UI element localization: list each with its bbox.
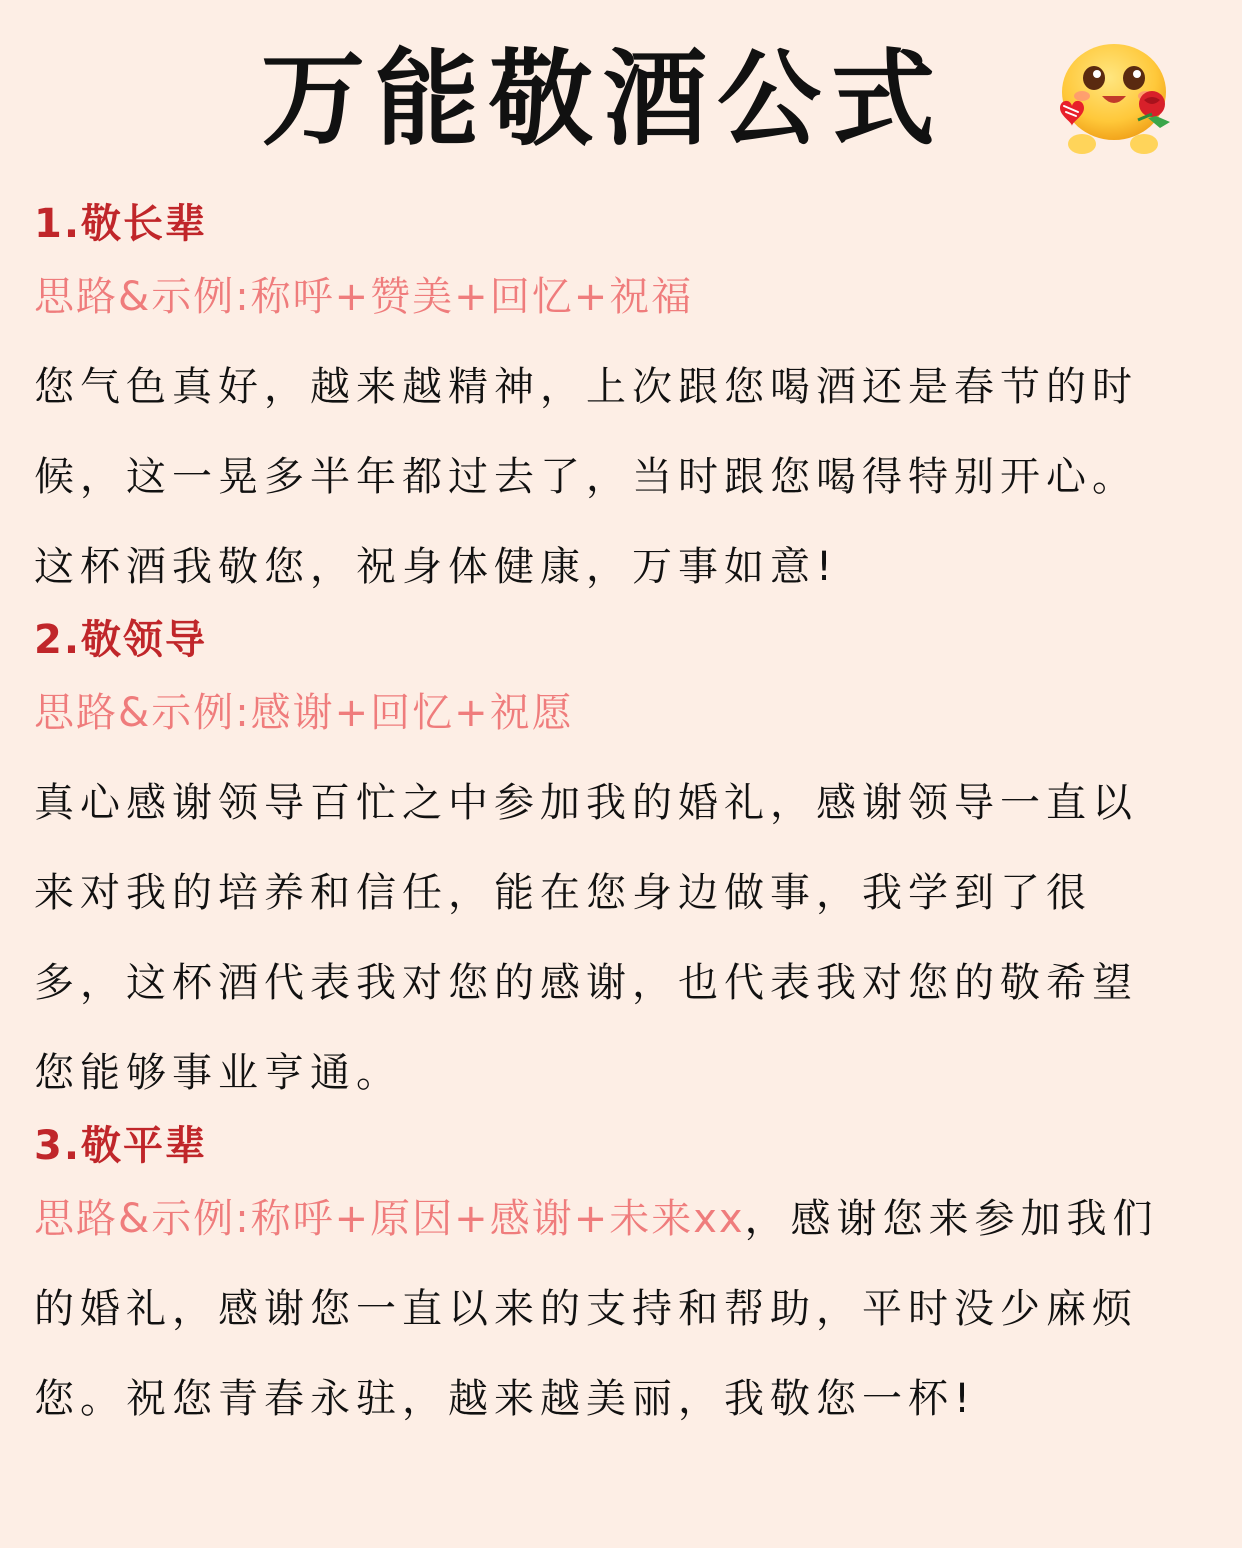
section-heading: 1.敬长辈 <box>34 201 208 247</box>
section-leaders <box>34 612 1172 1118</box>
section-body: 真心感谢领导百忙之中参加我的婚礼，感谢领导一直以来对我的培养和信任，能在您身边做事，我学到了很多，这杯酒代表我对您的感谢，也代表我对您的敬希望您能够事业亨通。 <box>34 780 1138 1096</box>
smiling-face-with-rose-icon <box>1052 38 1176 158</box>
section-body: 您气色真好，越来越精神，上次跟您喝酒还是春节的时候，这一晃多半年都过去了，当时跟您喝得特别开心。这杯酒我敬您，祝身体健康，万事如意! <box>34 364 1138 590</box>
section-hint-and-body <box>34 1174 1172 1444</box>
page-title: 万能敬酒公式 <box>260 38 945 160</box>
section-body: ，感谢您来参加我们的婚礼，感谢您一直以来的支持和帮助，平时没少麻烦您。祝您青春永驻，越来越美丽，我敬您一杯! <box>34 1196 1159 1422</box>
section-peers <box>34 1118 1172 1444</box>
section-elders <box>34 196 1172 612</box>
section-heading: 2.敬领导 <box>34 617 208 663</box>
section-heading: 3.敬平辈 <box>34 1123 208 1169</box>
section-hint: 思路&示例:称呼+原因+感谢+未来xx <box>34 1196 745 1242</box>
section-hint: 思路&示例:感谢+回忆+祝愿 <box>34 690 574 736</box>
section-hint: 思路&示例:称呼+赞美+回忆+祝福 <box>34 274 694 320</box>
